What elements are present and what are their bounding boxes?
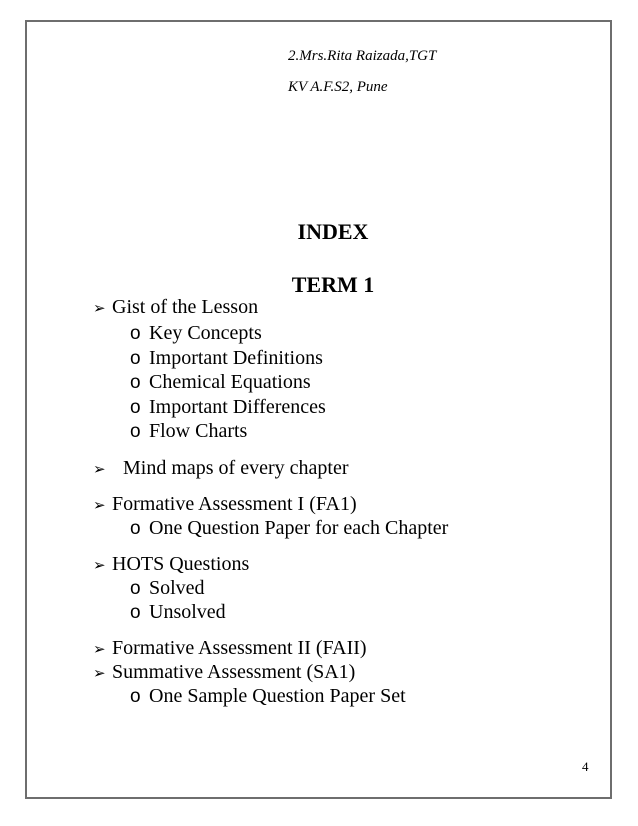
index-item-label: Formative Assessment I (FA1) (112, 493, 357, 515)
sub-item (130, 346, 323, 371)
index-item-label: Formative Assessment II (FAII) (112, 637, 367, 659)
index-heading: INDEX (297, 219, 369, 244)
index-item-mind-maps (93, 456, 348, 481)
sub-item-label: One Question Paper for each Chapter (149, 517, 449, 539)
sub-item-label: Important Differences (149, 396, 326, 418)
sub-item (130, 395, 326, 420)
term-heading: TERM 1 (291, 272, 375, 297)
sub-item-label: Solved (149, 577, 205, 599)
index-item-label: Gist of the Lesson (112, 296, 259, 318)
sub-item (130, 419, 247, 444)
sub-item-label: Chemical Equations (149, 371, 311, 393)
index-item-sa1 (93, 660, 355, 685)
sub-item-label: Key Concepts (149, 322, 262, 344)
index-item-label: Mind maps of every chapter (123, 457, 349, 479)
arrow-bullet-icon: ➢ (93, 496, 106, 514)
circle-bullet-icon: o (130, 421, 141, 442)
circle-bullet-icon: o (130, 323, 141, 344)
sub-item (130, 370, 311, 395)
sub-item-label: Flow Charts (149, 420, 248, 442)
author-line: 2.Mrs.Rita Raizada,TGT (288, 48, 437, 64)
arrow-bullet-icon: ➢ (93, 640, 106, 658)
index-item-hots (93, 552, 249, 577)
arrow-bullet-icon: ➢ (93, 664, 106, 682)
index-item-fa1 (93, 492, 357, 517)
sub-item (130, 576, 205, 601)
circle-bullet-icon: o (130, 686, 141, 707)
sub-item (130, 321, 262, 346)
school-line: KV A.F.S2, Pune (288, 79, 388, 95)
arrow-bullet-icon: ➢ (93, 556, 106, 574)
arrow-bullet-icon: ➢ (93, 299, 106, 317)
sub-item-label: Important Definitions (149, 347, 323, 369)
index-item-gist (93, 295, 258, 320)
index-item-label: Summative Assessment (SA1) (112, 661, 356, 683)
sub-item (130, 600, 226, 625)
circle-bullet-icon: o (130, 518, 141, 539)
page-number: 4 (582, 759, 589, 774)
circle-bullet-icon: o (130, 372, 141, 393)
circle-bullet-icon: o (130, 397, 141, 418)
index-item-label: HOTS Questions (112, 553, 250, 575)
circle-bullet-icon: o (130, 578, 141, 599)
arrow-bullet-icon: ➢ (93, 460, 106, 478)
sub-item-label: Unsolved (149, 601, 226, 623)
sub-item (130, 684, 406, 709)
sub-item-label: One Sample Question Paper Set (149, 685, 406, 707)
circle-bullet-icon: o (130, 348, 141, 369)
index-item-fa2 (93, 636, 367, 661)
sub-item (130, 516, 448, 541)
circle-bullet-icon: o (130, 602, 141, 623)
